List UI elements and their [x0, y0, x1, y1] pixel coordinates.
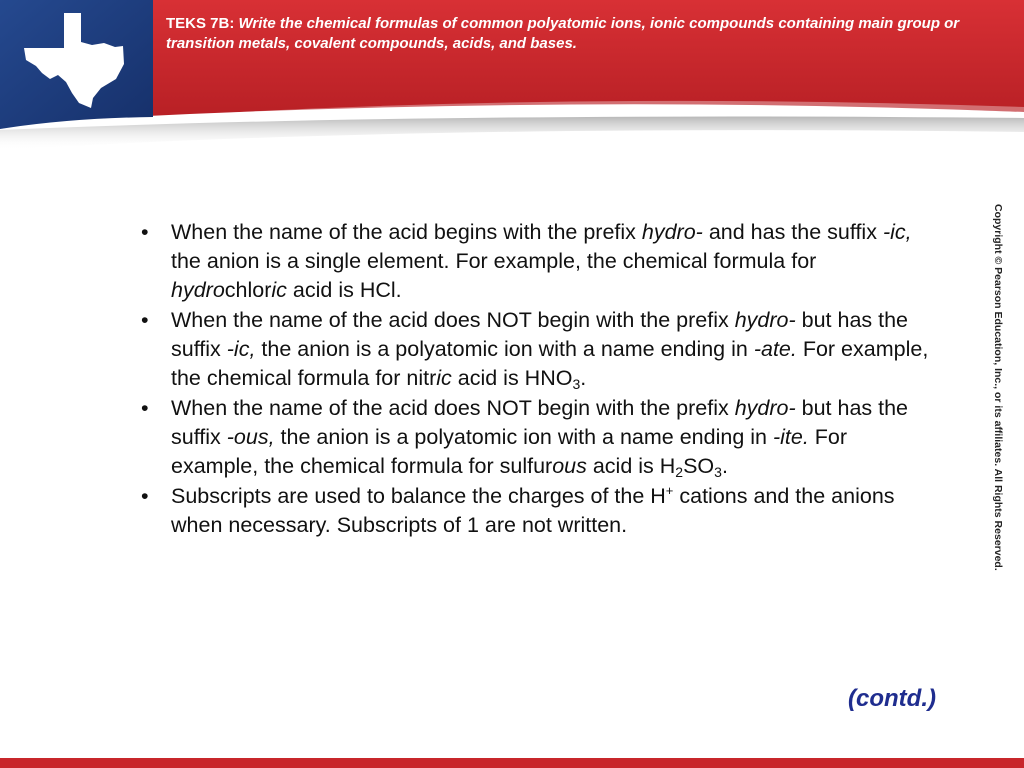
subscript: 3	[572, 376, 581, 392]
bullet-text: the anion is a polyatomic ion with a name ending in	[255, 337, 754, 361]
bullet-item-subscripts	[138, 482, 938, 540]
bullet-italic-text: -ate.	[753, 337, 797, 361]
bullet-item-hydro-ic	[138, 218, 938, 305]
bullet-italic-text: -ous,	[226, 425, 275, 449]
teks-standard-description: Write the chemical formulas of common polyatomic ions, ionic compounds containing main group or transition metals, covalent compounds, acids, and bases.	[166, 15, 960, 52]
bullet-text: acid is HNO	[451, 366, 573, 390]
teks-header	[166, 14, 966, 54]
bullet-list	[138, 218, 938, 541]
bullet-text: Subscripts are used to balance the charges of the H	[171, 484, 666, 508]
bullet-text: and has the suffix	[702, 220, 883, 244]
bullet-text: When the name of the acid begins with the prefix	[171, 220, 642, 244]
bullet-text: For example, the chemical formula for nitr	[171, 337, 929, 390]
bullet-text: cations and the anions when necessary. Subscripts of 1 are not written.	[171, 484, 895, 537]
bullet-text: When the name of the acid does NOT begin with the prefix	[171, 396, 735, 420]
bullet-marker: •	[141, 308, 149, 332]
bullet-text: but has the suffix	[171, 396, 909, 449]
continued-label: (contd.)	[848, 685, 936, 712]
bullet-italic-text: ic	[271, 278, 287, 302]
bullet-text: .	[721, 454, 728, 478]
bullet-italic-text: hydro-	[734, 396, 796, 420]
superscript: +	[665, 483, 674, 498]
bullet-text: the anion is a single element. For example, the chemical formula for	[171, 249, 817, 273]
bullet-item-ic-ate	[138, 306, 938, 393]
copyright-notice: Copyright © Pearson Education, Inc., or its affiliates. All Rights Reserved.	[992, 204, 1004, 571]
bullet-marker: •	[141, 396, 149, 420]
bullet-italic-text: -ic,	[882, 220, 912, 244]
bullet-text: the anion is a polyatomic ion with a name ending in	[274, 425, 773, 449]
bullet-text: When the name of the acid does NOT begin with the prefix	[171, 308, 735, 332]
bullet-text: chlor	[224, 278, 272, 302]
subscript: 3	[714, 464, 722, 480]
footer-bar	[0, 758, 1024, 768]
bullet-text: but has the suffix	[171, 308, 909, 361]
bullet-italic-text: ic	[436, 366, 452, 390]
bullet-marker: •	[141, 220, 149, 244]
bullet-text: acid is H	[586, 454, 676, 478]
bullet-italic-text: hydro-	[641, 220, 703, 244]
bullet-italic-text: ous	[552, 454, 587, 478]
bullet-italic-text: hydro	[171, 278, 225, 302]
bullet-item-ous-ite	[138, 394, 938, 481]
bullet-text: acid is HCl.	[286, 278, 402, 302]
bullet-italic-text: hydro-	[734, 308, 796, 332]
bullet-text: For example, the chemical formula for sulfur	[171, 425, 848, 478]
bullet-italic-text: -ic,	[226, 337, 256, 361]
bullet-marker: •	[141, 484, 149, 508]
bullet-italic-text: -ite.	[772, 425, 809, 449]
subscript: 2	[675, 464, 684, 480]
bullet-text: SO	[683, 454, 715, 478]
bullet-text: .	[580, 366, 587, 390]
teks-standard-code: TEKS 7B:	[166, 15, 235, 32]
